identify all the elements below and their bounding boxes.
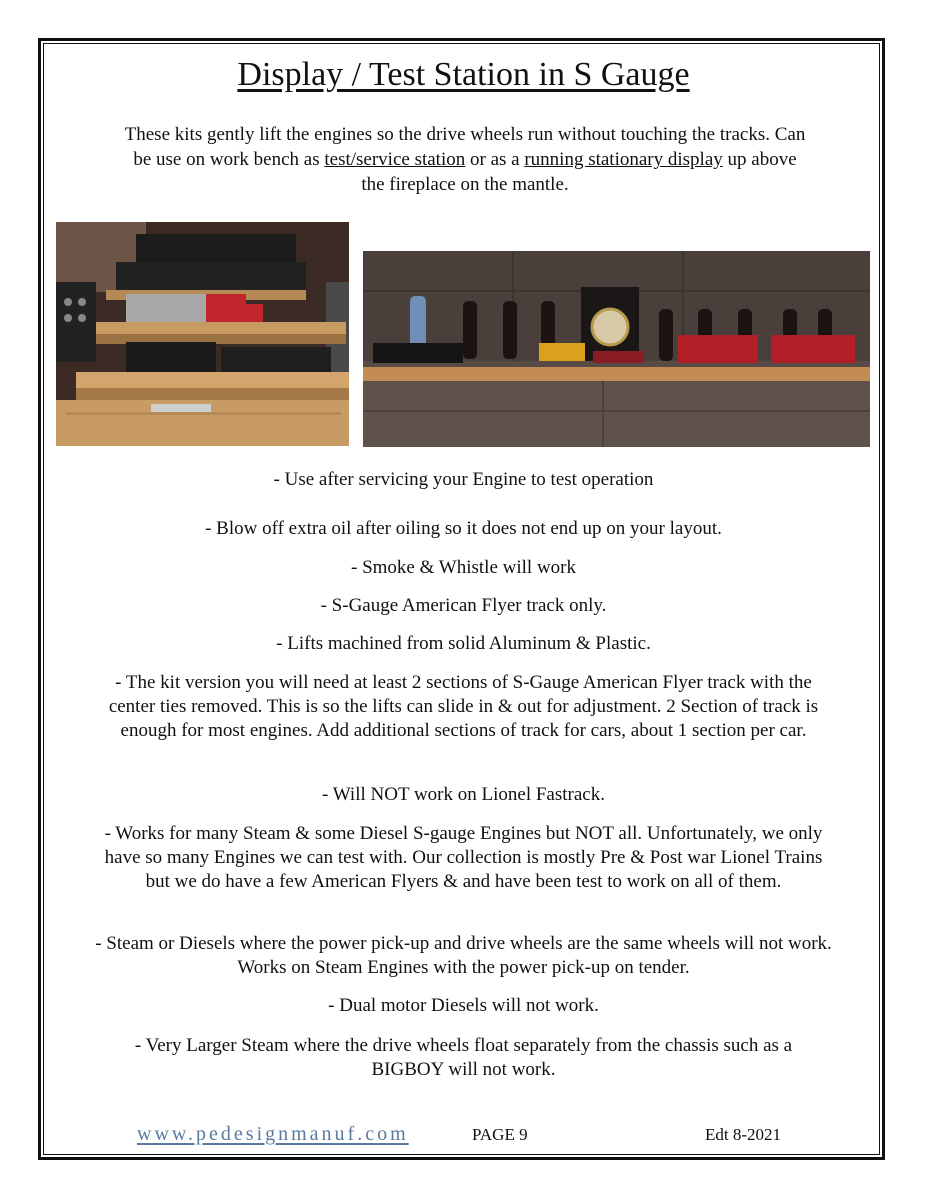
edition-date: Edt 8-2021 (705, 1125, 782, 1144)
page-title: Display / Test Station in S Gauge (237, 56, 690, 93)
running-stationary-display-link[interactable]: running stationary display (524, 149, 723, 170)
list-item: - The kit version you will need at least 2 sections of S-Gauge American Flyer track with the center ties removed. This is so the lifts can slide in & out for adjustment. 2 Section of track is enough for most engines. Add additional sections of track for cars, about 1 section per car. (108, 672, 819, 741)
test-service-station-link[interactable]: test/service station (324, 149, 466, 170)
intro-text-1: These kits gently lift the engines so the drive wheels run without touching the tracks. Can be use on work bench as (124, 124, 806, 170)
mantle-display-illustration (363, 251, 870, 447)
test-stand-illustration (56, 222, 349, 446)
list-item: - Very Larger Steam where the drive wheels float separately from the chassis such as a BIGBOY will not work. (134, 1035, 793, 1080)
test-stand-photo (56, 222, 349, 446)
list-item: - Works for many Steam & some Diesel S-gauge Engines but NOT all. Unfortunately, we only have so many Engines we can test with. Our collection is mostly Pre & Post war Lionel Trains but we do have a few American Flyers & and have been test to work on all of them. (104, 823, 823, 892)
list-item: - Lifts machined from solid Aluminum & Plastic. (276, 633, 651, 654)
intro-text-3: up above the fireplace on the mantle. (361, 149, 797, 195)
mantle-display-photo (363, 251, 870, 447)
list-item: - Will NOT work on Lionel Fastrack. (322, 784, 605, 805)
website-link[interactable]: www.pedesignmanuf.com (137, 1123, 409, 1145)
list-item: - Smoke & Whistle will work (351, 557, 576, 578)
intro-text-2: or as a (465, 149, 525, 170)
list-item: - Dual motor Diesels will not work. (328, 995, 599, 1016)
page-number: PAGE 9 (472, 1125, 528, 1144)
intro-paragraph (120, 122, 810, 197)
list-item: - S-Gauge American Flyer track only. (320, 595, 607, 616)
list-item: - Steam or Diesels where the power pick-up and drive wheels are the same wheels will not work. Works on Steam Engines with the power pick-up on tender. (95, 933, 832, 978)
list-item: - Blow off extra oil after oiling so it does not end up on your layout. (205, 518, 722, 539)
list-item: - Use after servicing your Engine to test operation (273, 469, 654, 490)
